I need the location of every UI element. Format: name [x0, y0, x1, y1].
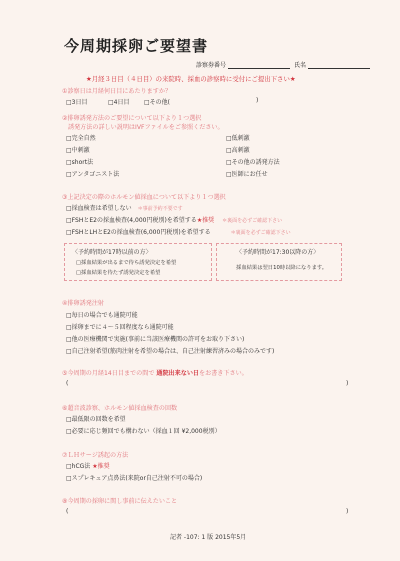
q1-option-day3[interactable]: □3日目: [66, 99, 88, 106]
q5-question-pre: ⑤今周期の月経14日目までの間で: [62, 370, 155, 377]
q1-question: ①診察日は月経何日目にあたりますか？: [62, 88, 172, 95]
q8-question: ⑧今周期の採卵に関し事前に伝えたいこと: [62, 498, 178, 505]
q4-option-daily[interactable]: □毎日の場合でも通院可能: [66, 312, 138, 319]
q4-option-self-injection[interactable]: □自己注射希望(筋肉注射を希望の場合は、自己注射練習済みの場合のみです): [66, 348, 275, 355]
q4-option-other-clinic[interactable]: □他の医療機関で実施(事前に当該医療機関の許可をお取り下さい): [66, 336, 245, 343]
q2-option-doctor[interactable]: □医師にお任せ: [226, 171, 268, 178]
q2-option-other[interactable]: □その他の誘発方法: [226, 159, 280, 166]
form-title: 今周期採卵ご要望書: [64, 37, 209, 55]
q2-question: ②排卵誘発方法のご要望について以下より１つ選択: [62, 115, 202, 122]
footer-version: 記者 -107: 1 版 2015年5月: [170, 534, 247, 541]
after-1730-note: 採血結果は翌日10時以降になります。: [236, 265, 328, 271]
q5-question-highlight: 通院出来ない日: [156, 370, 200, 377]
no-wait-option[interactable]: □採血結果を待たず誘発決定を希望: [76, 270, 161, 276]
q7-question: ⑦ＬＨサージ誘起の方法: [62, 452, 129, 459]
q2-option-medium[interactable]: □中刺激: [66, 147, 90, 154]
card-number-label: 診察券番号: [196, 62, 227, 69]
q3-question: ③上記決定の際のホルモン値採血について以下より１つ選択: [62, 194, 226, 201]
submission-notice: ★月経３日目（４日目）の来院時、採血の診察時に受付にご提出下さい★: [86, 75, 296, 83]
q5-paren-open: (: [66, 380, 69, 387]
q5-paren-close: ): [346, 380, 349, 387]
q1-option-day4[interactable]: □4日目: [108, 99, 130, 106]
recommended-star: ★推奨: [196, 217, 215, 224]
name-label: 氏名: [293, 62, 306, 69]
q2-option-high[interactable]: □高刺激: [226, 147, 250, 154]
q3-option-fsh-e2[interactable]: [66, 215, 282, 224]
q3-option-fsh-e2-label: □FSHとE2の採血検査(4,000円税別)を希望する: [66, 217, 197, 224]
q2-option-natural[interactable]: □完全自然: [66, 135, 96, 142]
q8-paren-open: (: [66, 508, 69, 515]
q8-paren-close: ): [346, 508, 349, 515]
q5-question-post: をお書き下さい。: [199, 370, 248, 377]
card-number-field[interactable]: [228, 62, 290, 69]
q7-recommended-star: ★推奨: [92, 463, 110, 470]
q2-option-antagonist[interactable]: □アンタゴニスト法: [66, 171, 120, 178]
q4-question: ④排卵誘発注射: [62, 300, 105, 307]
q1-option-other[interactable]: □その他(: [144, 99, 171, 106]
q2-subtext: 誘発方法の詳しい説明はIVFファイルをご参照ください。: [68, 124, 224, 131]
q7-option-suprecur[interactable]: □スプレキュア点鼻法(来院or自己注射不可の場合): [66, 475, 203, 482]
q2-option-short[interactable]: □short法: [66, 159, 94, 166]
q6-question: ⑥超音波診察、ホルモン値採血検査の回数: [62, 405, 178, 412]
q6-option-frequent[interactable]: □必要に応じ頻回でも構わない（採血１回 ¥2,000税別）: [66, 428, 221, 435]
q2-option-low[interactable]: □低刺激: [226, 135, 250, 142]
q7-option-hcg-label: □hCG法: [66, 463, 91, 470]
q5-question: [62, 368, 248, 377]
after-1730-title: 〈予約時間が17:30以降の方〉: [236, 249, 320, 256]
q3-option-fsh-lh-e2-note: ＊裏面を必ずご確認下さい: [230, 230, 291, 236]
q3-option-fsh-e2-note: ＊裏面を必ずご確認下さい: [222, 218, 283, 224]
q3-option-none[interactable]: [66, 203, 183, 212]
q4-option-4-5-times[interactable]: □採卵までに４〜５回程度なら通院可能: [66, 324, 174, 331]
q6-option-minimum[interactable]: □最低限の回数を希望: [66, 416, 126, 423]
q7-option-hcg[interactable]: [66, 461, 110, 470]
q3-option-none-note: ＊事前予約不要です: [137, 206, 183, 212]
q3-option-none-label: □採血検査は希望しない: [66, 205, 132, 212]
q3-option-fsh-lh-e2-label: □FSHとLHとE2の採血検査(6,000円税別)を希望する: [66, 229, 211, 236]
q1-other-close: ): [256, 97, 259, 104]
name-field[interactable]: [308, 62, 370, 69]
before-17-title: 〈予約時間が17時以前の方〉: [72, 249, 152, 256]
q3-option-fsh-lh-e2[interactable]: [66, 227, 291, 236]
id-line: [196, 60, 372, 69]
wait-for-result-option[interactable]: □採血結果が出るまで待ち誘発決定を希望: [76, 260, 177, 266]
